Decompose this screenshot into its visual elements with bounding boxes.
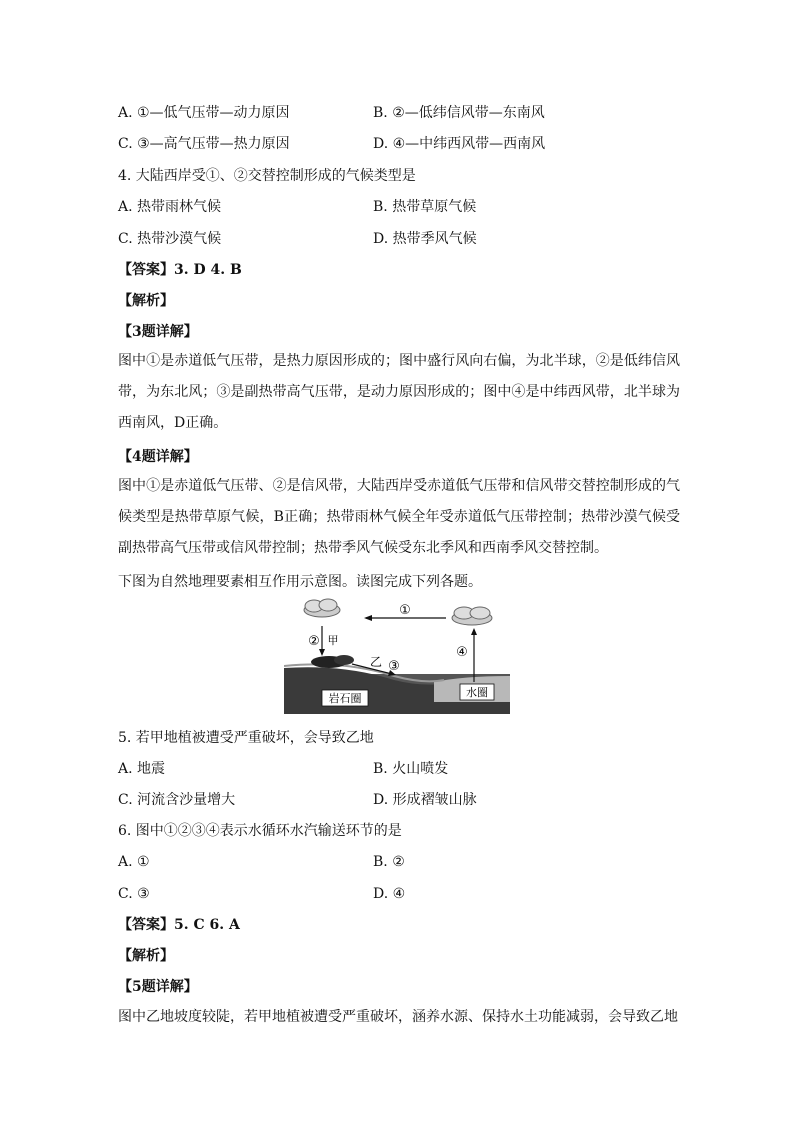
label-lithosphere: 岩石圈 xyxy=(328,692,362,705)
label-1: ① xyxy=(399,603,411,618)
q4-option-c: C. 热带沙漠气候 xyxy=(118,231,222,247)
label-yi: 乙 xyxy=(369,655,383,669)
cloud-right-icon xyxy=(452,607,492,625)
q6-option-a: A. ① xyxy=(118,854,150,870)
detail4-text: 图中①是赤道低气压带、②是信风带，大陆西岸受赤道低气压带和信风带交替控制形成的气候类型是热带草原气候，B正确；热带雨林气候全年受赤道低气压带控制；热带沙漠气候受副热带高气压带或信风带控制；热带季风气候受东北季风和西南季风交替控制。 xyxy=(118,478,680,556)
q6-option-c: C. ③ xyxy=(118,886,150,902)
detail5-heading: 【5题详解】 xyxy=(118,979,198,995)
q5-stem: 5. 若甲地植被遭受严重破坏，会导致乙地 xyxy=(118,730,374,746)
section-intro: 下图为自然地理要素相互作用示意图。读图完成下列各题。 xyxy=(118,574,482,590)
detail3-text: 图中①是赤道低气压带，是热力原因形成的；图中盛行风向右偏，为北半球，②是低纬信风带，为东北风；③是副热带高气压带，是动力原因形成的；图中④是中纬西风带，北半球为西南风，D正确。 xyxy=(118,353,680,431)
detail5-text: 图中乙地坡度较陡，若甲地植被遭受严重破坏，涵养水源、保持水土功能减弱，会导致乙地 xyxy=(118,1009,678,1025)
arrow-2-head xyxy=(319,649,325,656)
interaction-diagram xyxy=(284,598,510,714)
q3-option-b: B. ②—低纬信风带—东南风 xyxy=(373,105,545,121)
q6-option-d: D. ④ xyxy=(373,886,406,902)
label-hydrosphere: 水圈 xyxy=(466,686,488,699)
q5-option-d: D. 形成褶皱山脉 xyxy=(373,792,477,808)
label-2: ② xyxy=(308,634,320,649)
label-4: ④ xyxy=(456,645,468,660)
q6-option-b: B. ② xyxy=(373,854,405,870)
q4-stem: 4. 大陆西岸受①、②交替控制形成的气候类型是 xyxy=(118,168,416,184)
q5-option-a: A. 地震 xyxy=(118,761,166,777)
q5-option-c: C. 河流含沙量增大 xyxy=(118,792,236,808)
q5-option-b: B. 火山喷发 xyxy=(373,761,449,777)
q3-option-c: C. ③—高气压带—热力原因 xyxy=(118,136,290,152)
detail3-heading: 【3题详解】 xyxy=(118,324,198,340)
arrow-4-head xyxy=(471,628,477,635)
q6-stem: 6. 图中①②③④表示水循环水汽输送环节的是 xyxy=(118,823,402,839)
q4-option-a: A. 热带雨林气候 xyxy=(118,199,222,215)
q3-option-a: A. ①—低气压带—动力原因 xyxy=(118,105,290,121)
q3-option-d: D. ④—中纬西风带—西南风 xyxy=(373,136,546,152)
detail4-heading: 【4题详解】 xyxy=(118,449,198,465)
arrow-1-head xyxy=(364,615,372,621)
answer-line-1: 【答案】3. D 4. B xyxy=(118,262,242,278)
answer-line-2: 【答案】5. C 6. A xyxy=(118,917,240,933)
label-jia: 甲 xyxy=(327,634,339,647)
q4-option-b: B. 热带草原气候 xyxy=(373,199,477,215)
vegetation-icon xyxy=(334,655,354,665)
analysis-heading-1: 【解析】 xyxy=(118,293,174,309)
label-3: ③ xyxy=(388,659,400,674)
analysis-heading-2: 【解析】 xyxy=(118,948,174,964)
cloud-left-icon xyxy=(304,599,340,617)
q4-option-d: D. 热带季风气候 xyxy=(373,231,477,247)
